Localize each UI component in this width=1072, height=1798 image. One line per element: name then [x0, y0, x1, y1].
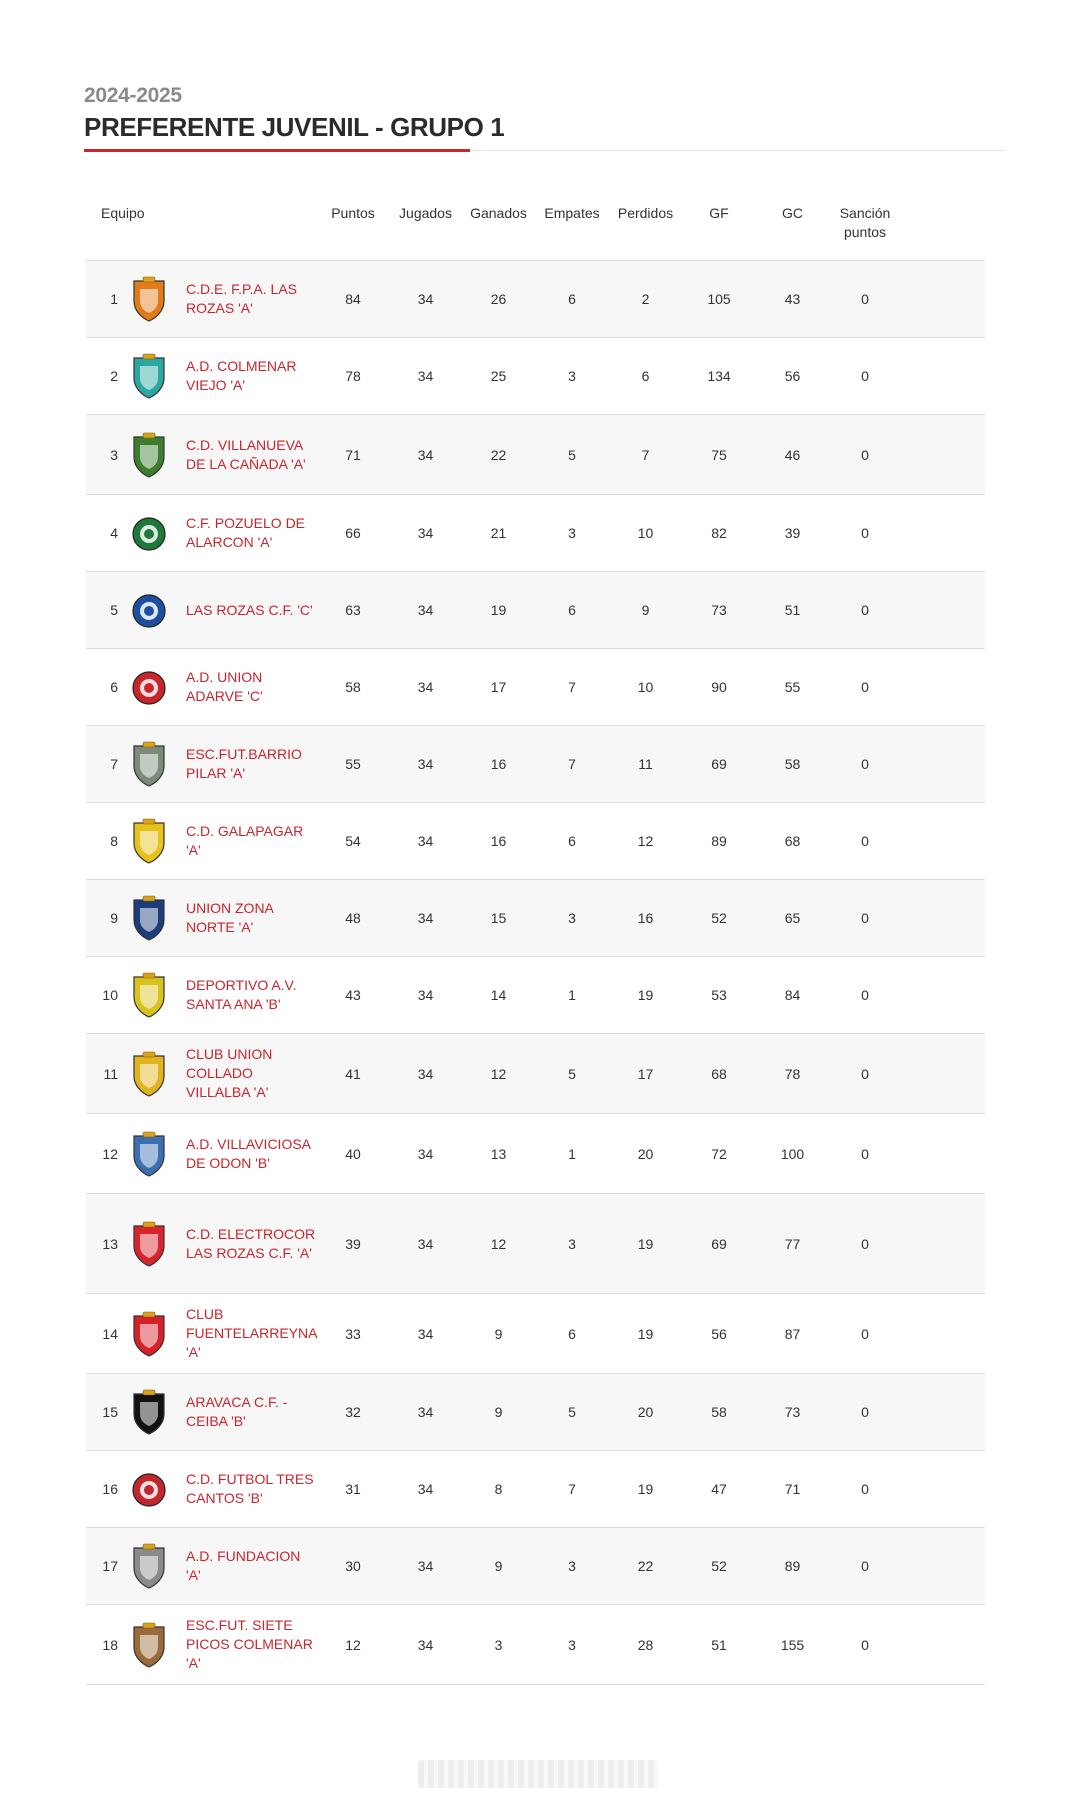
drawn-cell: 3: [531, 880, 613, 957]
watermark: [418, 1760, 658, 1788]
title-underline: [84, 149, 1006, 152]
won-cell: 14: [466, 957, 531, 1034]
table-row: [86, 1374, 985, 1451]
played-cell: 34: [385, 1194, 466, 1294]
gf-cell: 53: [678, 957, 760, 1034]
sanction-cell: 0: [825, 1528, 905, 1605]
gf-cell: 134: [678, 338, 760, 415]
points-cell: 48: [321, 880, 385, 957]
team-cell: [126, 1528, 321, 1605]
shield-navy-icon[interactable]: [128, 893, 170, 943]
sanction-cell: 0: [825, 338, 905, 415]
shield-red-white-icon[interactable]: [128, 1309, 170, 1359]
spacer-cell: [905, 338, 985, 415]
lost-cell: 11: [613, 726, 678, 803]
played-cell: 34: [385, 1374, 466, 1451]
position-cell: 13: [86, 1194, 126, 1294]
team-name-link[interactable]: CLUB UNION COLLADO VILLALBA 'A': [186, 1046, 273, 1100]
shield-black-blue-icon[interactable]: [128, 1387, 170, 1437]
team-name-link[interactable]: ARAVACA C.F. - CEIBA 'B': [186, 1394, 288, 1429]
table-row: [86, 1034, 985, 1114]
spacer-cell: [905, 1114, 985, 1194]
won-cell: 9: [466, 1374, 531, 1451]
won-cell: 21: [466, 495, 531, 572]
drawn-cell: 5: [531, 1034, 613, 1114]
team-cell: [126, 495, 321, 572]
table-row: [86, 803, 985, 880]
points-cell: 78: [321, 338, 385, 415]
table-row: [86, 880, 985, 957]
gf-cell: 52: [678, 880, 760, 957]
shield-teal-icon[interactable]: [128, 351, 170, 401]
sanction-cell: 0: [825, 415, 905, 495]
sanction-cell: 0: [825, 803, 905, 880]
drawn-cell: 1: [531, 1114, 613, 1194]
gc-cell: 84: [760, 957, 825, 1034]
drawn-cell: 6: [531, 261, 613, 338]
lost-cell: 20: [613, 1374, 678, 1451]
col-header-points: Puntos: [321, 200, 385, 261]
sanction-cell: 0: [825, 649, 905, 726]
position-cell: 15: [86, 1374, 126, 1451]
shield-yellow-red-icon[interactable]: [128, 1049, 170, 1099]
spacer-cell: [905, 415, 985, 495]
team-name-link[interactable]: ESC.FUT.BARRIO PILAR 'A': [186, 746, 302, 781]
played-cell: 34: [385, 261, 466, 338]
gf-cell: 52: [678, 1528, 760, 1605]
table-row: [86, 1194, 985, 1294]
played-cell: 34: [385, 649, 466, 726]
points-cell: 39: [321, 1194, 385, 1294]
team-name-link[interactable]: A.D. FUNDACION 'A': [186, 1548, 301, 1583]
points-cell: 41: [321, 1034, 385, 1114]
shield-green-icon[interactable]: [128, 430, 170, 480]
drawn-cell: 1: [531, 957, 613, 1034]
team-cell: [126, 1294, 321, 1374]
spacer-cell: [905, 1605, 985, 1685]
table-row: [86, 495, 985, 572]
team-name-link[interactable]: C.D.E. F.P.A. LAS ROZAS 'A': [186, 281, 298, 316]
played-cell: 34: [385, 803, 466, 880]
points-cell: 33: [321, 1294, 385, 1374]
drawn-cell: 7: [531, 726, 613, 803]
table-row: [86, 649, 985, 726]
spacer-cell: [905, 1034, 985, 1114]
col-header-played: Jugados: [385, 200, 466, 261]
spacer-cell: [905, 649, 985, 726]
gf-cell: 58: [678, 1374, 760, 1451]
gf-cell: 90: [678, 649, 760, 726]
team-name-link[interactable]: A.D. VILLAVICIOSA DE ODON 'B': [186, 1135, 311, 1171]
team-name-link[interactable]: DEPORTIVO A.V. SANTA ANA 'B': [186, 977, 297, 1012]
team-name-link[interactable]: ESC.FUT. SIETE PICOS COLMENAR 'A': [186, 1617, 313, 1671]
table-row: [86, 1114, 985, 1194]
gf-cell: 51: [678, 1605, 760, 1685]
gc-cell: 89: [760, 1528, 825, 1605]
team-name-link[interactable]: C.D. VILLANUEVA DE LA CAÑADA 'A': [186, 436, 306, 472]
lost-cell: 6: [613, 338, 678, 415]
gf-cell: 69: [678, 1194, 760, 1294]
round-red-black-icon[interactable]: [128, 662, 170, 712]
played-cell: 34: [385, 1451, 466, 1528]
gc-cell: 100: [760, 1114, 825, 1194]
table-row: [86, 957, 985, 1034]
gc-cell: 39: [760, 495, 825, 572]
round-red-yellow-icon[interactable]: [128, 1464, 170, 1514]
team-name-link[interactable]: LAS ROZAS C.F. 'C': [186, 601, 313, 618]
played-cell: 34: [385, 1034, 466, 1114]
spacer-cell: [905, 726, 985, 803]
gc-cell: 78: [760, 1034, 825, 1114]
table-header-row: [86, 200, 985, 261]
shield-crown-brown-icon[interactable]: [128, 1620, 170, 1670]
gf-cell: 68: [678, 1034, 760, 1114]
page-title: PREFERENTE JUVENIL - GRUPO 1: [84, 112, 505, 142]
lost-cell: 12: [613, 803, 678, 880]
team-cell: [126, 338, 321, 415]
lost-cell: 22: [613, 1528, 678, 1605]
points-cell: 31: [321, 1451, 385, 1528]
points-cell: 55: [321, 726, 385, 803]
drawn-cell: 3: [531, 338, 613, 415]
gf-cell: 69: [678, 726, 760, 803]
gc-cell: 51: [760, 572, 825, 649]
lost-cell: 7: [613, 415, 678, 495]
spacer-cell: [905, 495, 985, 572]
shield-orange-icon[interactable]: [128, 274, 170, 324]
season-label: 2024-2025: [84, 84, 182, 107]
played-cell: 34: [385, 338, 466, 415]
gc-cell: 43: [760, 261, 825, 338]
team-cell: [126, 1451, 321, 1528]
played-cell: 34: [385, 1294, 466, 1374]
sanction-cell: 0: [825, 1114, 905, 1194]
position-cell: 5: [86, 572, 126, 649]
team-cell: [126, 649, 321, 726]
lost-cell: 9: [613, 572, 678, 649]
spacer-cell: [905, 803, 985, 880]
played-cell: 34: [385, 726, 466, 803]
position-cell: 11: [86, 1034, 126, 1114]
points-cell: 32: [321, 1374, 385, 1451]
lost-cell: 16: [613, 880, 678, 957]
col-header-lost: Perdidos: [613, 200, 678, 261]
sanction-cell: 0: [825, 1034, 905, 1114]
wreath-grey-icon[interactable]: [128, 1541, 170, 1591]
sanction-cell: 0: [825, 1294, 905, 1374]
won-cell: 15: [466, 880, 531, 957]
played-cell: 34: [385, 572, 466, 649]
gc-cell: 65: [760, 880, 825, 957]
table-row: [86, 1294, 985, 1374]
played-cell: 34: [385, 1114, 466, 1194]
team-name-link[interactable]: C.D. GALAPAGAR 'A': [186, 823, 304, 858]
gf-cell: 56: [678, 1294, 760, 1374]
team-cell: [126, 415, 321, 495]
spacer-cell: [905, 1451, 985, 1528]
gc-cell: 46: [760, 415, 825, 495]
team-name-link[interactable]: UNION ZONA NORTE 'A': [186, 900, 274, 935]
round-blue-icon[interactable]: [128, 585, 170, 635]
sanction-cell: 0: [825, 261, 905, 338]
team-name-link[interactable]: C.D. FUTBOL TRES CANTOS 'B': [186, 1471, 314, 1506]
points-cell: 30: [321, 1528, 385, 1605]
shield-grey-icon[interactable]: [128, 739, 170, 789]
gc-cell: 58: [760, 726, 825, 803]
position-cell: 14: [86, 1294, 126, 1374]
table-row: [86, 1528, 985, 1605]
won-cell: 3: [466, 1605, 531, 1685]
sanction-cell: 0: [825, 1374, 905, 1451]
drawn-cell: 6: [531, 803, 613, 880]
col-header-sanction: [825, 200, 905, 261]
shield-yellow-blue-icon[interactable]: [128, 970, 170, 1020]
points-cell: 12: [321, 1605, 385, 1685]
table-row: [86, 572, 985, 649]
gf-cell: 82: [678, 495, 760, 572]
spacer-cell: [905, 261, 985, 338]
played-cell: 34: [385, 1605, 466, 1685]
spacer-cell: [905, 1294, 985, 1374]
drawn-cell: 5: [531, 1374, 613, 1451]
lost-cell: 19: [613, 957, 678, 1034]
played-cell: 34: [385, 1528, 466, 1605]
lost-cell: 28: [613, 1605, 678, 1685]
sanction-cell: 0: [825, 1194, 905, 1294]
position-cell: 8: [86, 803, 126, 880]
team-cell: [126, 1374, 321, 1451]
position-cell: 4: [86, 495, 126, 572]
team-cell: [126, 1034, 321, 1114]
won-cell: 9: [466, 1528, 531, 1605]
position-cell: 7: [86, 726, 126, 803]
table-body: [86, 261, 985, 1685]
table-row: [86, 261, 985, 338]
position-cell: 1: [86, 261, 126, 338]
col-header-spacer: [905, 200, 985, 261]
team-name-link[interactable]: C.D. ELECTROCOR LAS ROZAS C.F. 'A': [186, 1225, 316, 1261]
gc-cell: 87: [760, 1294, 825, 1374]
drawn-cell: 3: [531, 1605, 613, 1685]
lost-cell: 19: [613, 1451, 678, 1528]
won-cell: 17: [466, 649, 531, 726]
col-header-sanction-line1: Sanción: [839, 205, 891, 221]
drawn-cell: 5: [531, 415, 613, 495]
position-cell: 17: [86, 1528, 126, 1605]
team-name-link[interactable]: CLUB FUENTELARREYNA 'A': [186, 1306, 317, 1360]
col-header-gc: GC: [760, 200, 825, 261]
position-cell: 2: [86, 338, 126, 415]
col-header-gf: GF: [678, 200, 760, 261]
team-cell: [126, 957, 321, 1034]
played-cell: 34: [385, 880, 466, 957]
spacer-cell: [905, 1374, 985, 1451]
drawn-cell: 3: [531, 495, 613, 572]
spacer-cell: [905, 880, 985, 957]
team-cell: [126, 572, 321, 649]
table-row: [86, 1605, 985, 1685]
won-cell: 13: [466, 1114, 531, 1194]
position-cell: 9: [86, 880, 126, 957]
lost-cell: 10: [613, 649, 678, 726]
won-cell: 16: [466, 803, 531, 880]
diamond-yellow-black-icon[interactable]: [128, 816, 170, 866]
laurel-blue-icon[interactable]: [128, 1129, 170, 1179]
gf-cell: 75: [678, 415, 760, 495]
lost-cell: 19: [613, 1294, 678, 1374]
team-cell: [126, 1194, 321, 1294]
played-cell: 34: [385, 957, 466, 1034]
col-header-team: Equipo: [86, 200, 321, 261]
points-cell: 84: [321, 261, 385, 338]
table-row: [86, 726, 985, 803]
team-cell: [126, 1114, 321, 1194]
gc-cell: 77: [760, 1194, 825, 1294]
team-cell: [126, 726, 321, 803]
gc-cell: 55: [760, 649, 825, 726]
gf-cell: 89: [678, 803, 760, 880]
sanction-cell: 0: [825, 1605, 905, 1685]
spacer-cell: [905, 572, 985, 649]
won-cell: 12: [466, 1194, 531, 1294]
gf-cell: 73: [678, 572, 760, 649]
gf-cell: 72: [678, 1114, 760, 1194]
team-name-link[interactable]: A.D. UNION ADARVE 'C': [186, 669, 263, 704]
position-cell: 16: [86, 1451, 126, 1528]
points-cell: 43: [321, 957, 385, 1034]
col-header-won: Ganados: [466, 200, 531, 261]
gc-cell: 155: [760, 1605, 825, 1685]
points-cell: 40: [321, 1114, 385, 1194]
team-cell: [126, 261, 321, 338]
standings-table: [86, 200, 985, 1685]
points-cell: 66: [321, 495, 385, 572]
won-cell: 16: [466, 726, 531, 803]
team-cell: [126, 803, 321, 880]
round-green-icon[interactable]: [128, 508, 170, 558]
team-name-link[interactable]: C.F. POZUELO DE ALARCON 'A': [186, 515, 306, 550]
gf-cell: 47: [678, 1451, 760, 1528]
drawn-cell: 6: [531, 572, 613, 649]
drawn-cell: 3: [531, 1194, 613, 1294]
points-cell: 63: [321, 572, 385, 649]
won-cell: 19: [466, 572, 531, 649]
lost-cell: 20: [613, 1114, 678, 1194]
spacer-cell: [905, 1528, 985, 1605]
sanction-cell: 0: [825, 495, 905, 572]
spacer-cell: [905, 1194, 985, 1294]
position-cell: 6: [86, 649, 126, 726]
lost-cell: 10: [613, 495, 678, 572]
team-cell: [126, 880, 321, 957]
sanction-cell: 0: [825, 726, 905, 803]
position-cell: 12: [86, 1114, 126, 1194]
drawn-cell: 7: [531, 649, 613, 726]
page-header: [84, 84, 1006, 152]
spacer-cell: [905, 957, 985, 1034]
won-cell: 12: [466, 1034, 531, 1114]
team-name-link[interactable]: A.D. COLMENAR VIEJO 'A': [186, 358, 297, 393]
sanction-cell: 0: [825, 1451, 905, 1528]
lost-cell: 19: [613, 1194, 678, 1294]
table-row: [86, 415, 985, 495]
points-cell: 58: [321, 649, 385, 726]
gc-cell: 73: [760, 1374, 825, 1451]
lost-cell: 2: [613, 261, 678, 338]
won-cell: 9: [466, 1294, 531, 1374]
team-cell: [126, 1605, 321, 1685]
position-cell: 18: [86, 1605, 126, 1685]
gf-cell: 105: [678, 261, 760, 338]
drawn-cell: 6: [531, 1294, 613, 1374]
played-cell: 34: [385, 495, 466, 572]
shield-red-icon[interactable]: [128, 1219, 170, 1269]
table-row: [86, 338, 985, 415]
col-header-drawn: Empates: [531, 200, 613, 261]
col-header-sanction-line2: puntos: [843, 224, 887, 240]
points-cell: 54: [321, 803, 385, 880]
sanction-cell: 0: [825, 957, 905, 1034]
gc-cell: 68: [760, 803, 825, 880]
lost-cell: 17: [613, 1034, 678, 1114]
points-cell: 71: [321, 415, 385, 495]
sanction-cell: 0: [825, 880, 905, 957]
won-cell: 26: [466, 261, 531, 338]
gc-cell: 56: [760, 338, 825, 415]
played-cell: 34: [385, 415, 466, 495]
won-cell: 25: [466, 338, 531, 415]
drawn-cell: 3: [531, 1528, 613, 1605]
drawn-cell: 7: [531, 1451, 613, 1528]
won-cell: 8: [466, 1451, 531, 1528]
position-cell: 10: [86, 957, 126, 1034]
table-row: [86, 1451, 985, 1528]
won-cell: 22: [466, 415, 531, 495]
sanction-cell: 0: [825, 572, 905, 649]
gc-cell: 71: [760, 1451, 825, 1528]
position-cell: 3: [86, 415, 126, 495]
